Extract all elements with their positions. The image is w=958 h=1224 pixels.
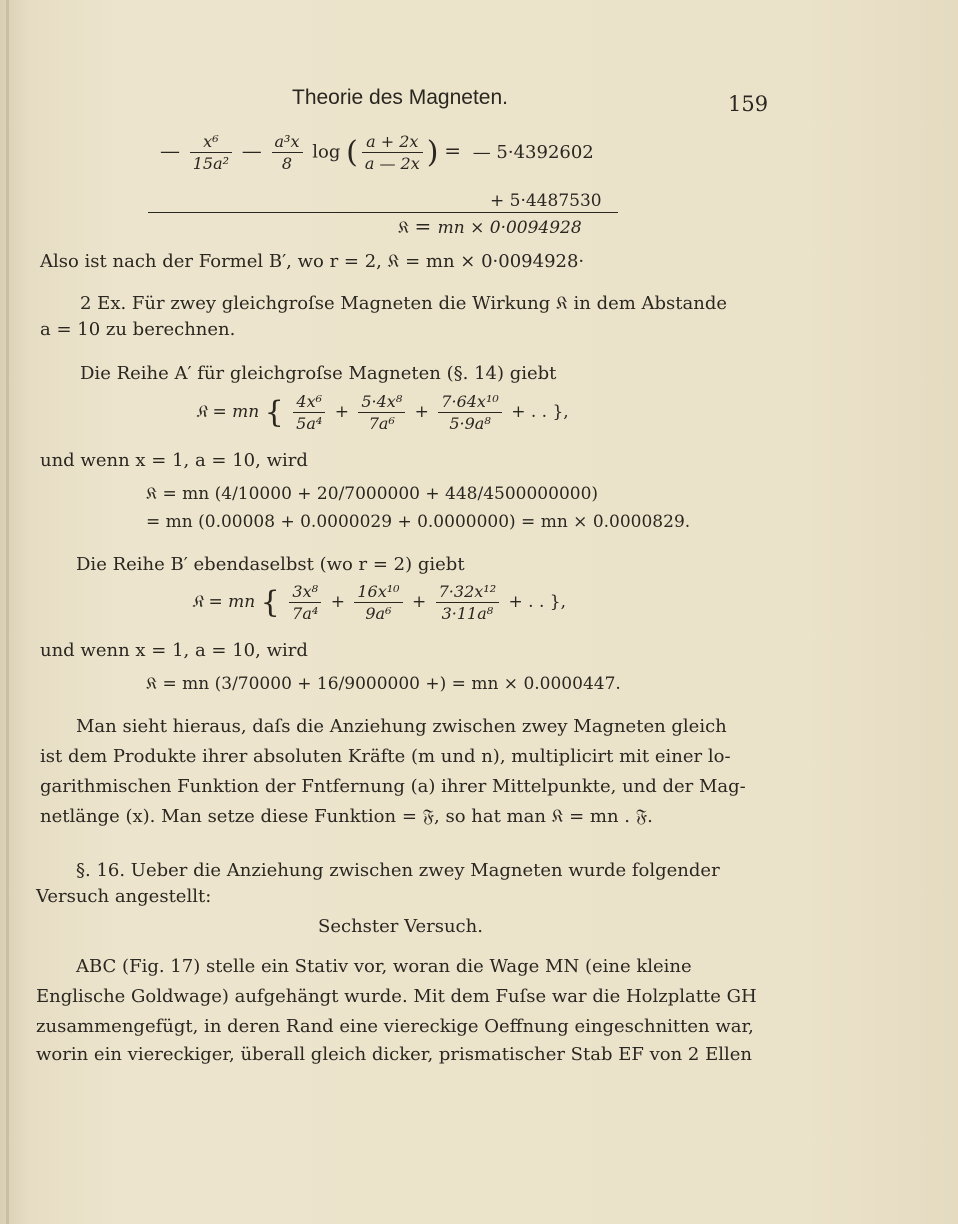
term2-num: a³x [272, 132, 303, 153]
series-b-t1-den: 7a⁴ [292, 604, 319, 623]
running-title: Theorie des Magneten. [292, 86, 508, 109]
series-a-prefix: 𝔎 = mn [196, 402, 260, 422]
reihe-b-intro: Die Reihe B′ ebendaselbst (wo r = 2) giebt [76, 554, 465, 575]
series-a-tail: + . . }, [511, 402, 569, 422]
log-label: log [312, 141, 341, 163]
series-b-t3-den: 3·11a⁸ [441, 604, 494, 623]
k-symbol: 𝔎 [398, 218, 410, 238]
series-b-t2-den: 9a⁶ [365, 604, 392, 623]
k-values-1: 𝔎 = mn (4/10000 + 20/7000000 + 448/4500000000) [146, 484, 599, 504]
log-num: a + 2x [362, 132, 423, 153]
paragraph-line-1: Man sieht hieraus, daſs die Anziehung zwischen zwey Magneten gleich [76, 716, 727, 737]
section-16-line-1: §. 16. Ueber die Anziehung zwischen zwey Magneten wurde folgender [76, 860, 720, 881]
result-line-1: — 5·4392602 [472, 141, 594, 163]
result-line-3: 𝔎 = mn × 0·0094928 [398, 214, 582, 238]
section-16-para-2: Englische Goldwage) aufgehängt wurde. Mit dem Fuſse war die Holzplatte GH [36, 986, 757, 1007]
result-3-value: mn × 0·0094928 [437, 218, 582, 238]
top-formula: — $\frac{\text{x⁶}}{\text{15a²}}$ — $\frac{\text{a³x}}{8}$ log ( $\frac{a + 2x}{a — 2x}$ ) = — 5·4392602 [160, 132, 594, 173]
term2-den: 8 [281, 154, 293, 173]
series-b-t1-num: 3x⁸ [289, 582, 321, 603]
series-b-prefix: 𝔎 = mn [192, 592, 256, 612]
section-16-line-2: Versuch angestellt: [36, 886, 212, 907]
k-values-2: 𝔎 = mn (3/70000 + 16/9000000 +) = mn × 0.0000447. [146, 674, 621, 694]
section-heading: Sechster Versuch. [318, 916, 483, 937]
series-a-t1-den: 5a⁴ [296, 414, 323, 433]
reihe-a-intro: Die Reihe A′ für gleichgroſse Magneten (§. 14) giebt [80, 363, 557, 384]
series-b-t3-num: 7·32x¹² [436, 582, 499, 603]
series-a-t3-den: 5·9a⁸ [449, 414, 491, 433]
page-fold [6, 0, 9, 1224]
series-a-t2-den: 7a⁶ [368, 414, 395, 433]
series-b-tail: + . . }, [508, 592, 566, 612]
example-2-line-2: a = 10 zu berechnen. [40, 319, 236, 340]
series-a-t2-num: 5·4x⁸ [358, 392, 405, 413]
paragraph-line-2: ist dem Produkte ihrer absoluten Kräfte (m und n), multiplicirt mit einer lo- [40, 746, 731, 767]
k-values-1-result: = mn (0.00008 + 0.0000029 + 0.0000000) = mn × 0.0000829. [146, 512, 691, 532]
series-b-formula: 𝔎 = mn { $\frac{\text{3x⁸}}{\text{7a⁴}}$ + $\frac{\text{16x¹⁰}}{\text{9a⁶}}$ + $\frac{\text{7·32x¹²}}{\text{3·11a⁸}}$ + . . }, [192, 582, 566, 623]
section-16-para-1: ABC (Fig. 17) stelle ein Stativ vor, woran die Wage MN (eine kleine [76, 956, 692, 977]
paragraph-line-4: netlänge (x). Man setze diese Funktion = 𝔉, so hat man 𝔎 = mn . 𝔉. [40, 806, 653, 827]
section-16-para-4: worin ein viereckiger, überall gleich dicker, prismatischer Stab EF von 2 Ellen [36, 1044, 752, 1065]
series-b-t2-num: 16x¹⁰ [354, 582, 402, 603]
section-16-para-3: zusammengefügt, in deren Rand eine viereckige Oeffnung eingeschnitten war, [36, 1016, 754, 1037]
page-number: 159 [728, 92, 769, 116]
paragraph-line-3: garithmischen Funktion der Fntfernung (a) ihrer Mittelpunkte, und der Mag- [40, 776, 746, 797]
term1-den: 15a² [192, 154, 230, 173]
term1-num: x⁶ [190, 132, 232, 153]
log-den: a — 2x [364, 154, 420, 173]
series-a-formula: 𝔎 = mn { $\frac{\text{4x⁶}}{\text{5a⁴}}$ + $\frac{\text{5·4x⁸}}{\text{7a⁶}}$ + $\frac{\text{7·64x¹⁰}}{\text{5·9a⁸}}$ + . . }, [196, 392, 569, 433]
example-2-line-1: 2 Ex. Für zwey gleichgroſse Magneten die Wirkung 𝔎 in dem Abstande [80, 293, 728, 314]
result-line-2: + 5·4487530 [490, 191, 602, 211]
und-wenn-1: und wenn x = 1, a = 10, wird [40, 450, 308, 471]
series-a-t1-num: 4x⁶ [293, 392, 325, 413]
also-line: Also ist nach der Formel B′, wo r = 2, 𝔎 = mn × 0·0094928· [40, 251, 585, 272]
und-wenn-2: und wenn x = 1, a = 10, wird [40, 640, 308, 661]
series-a-t3-num: 7·64x¹⁰ [438, 392, 501, 413]
